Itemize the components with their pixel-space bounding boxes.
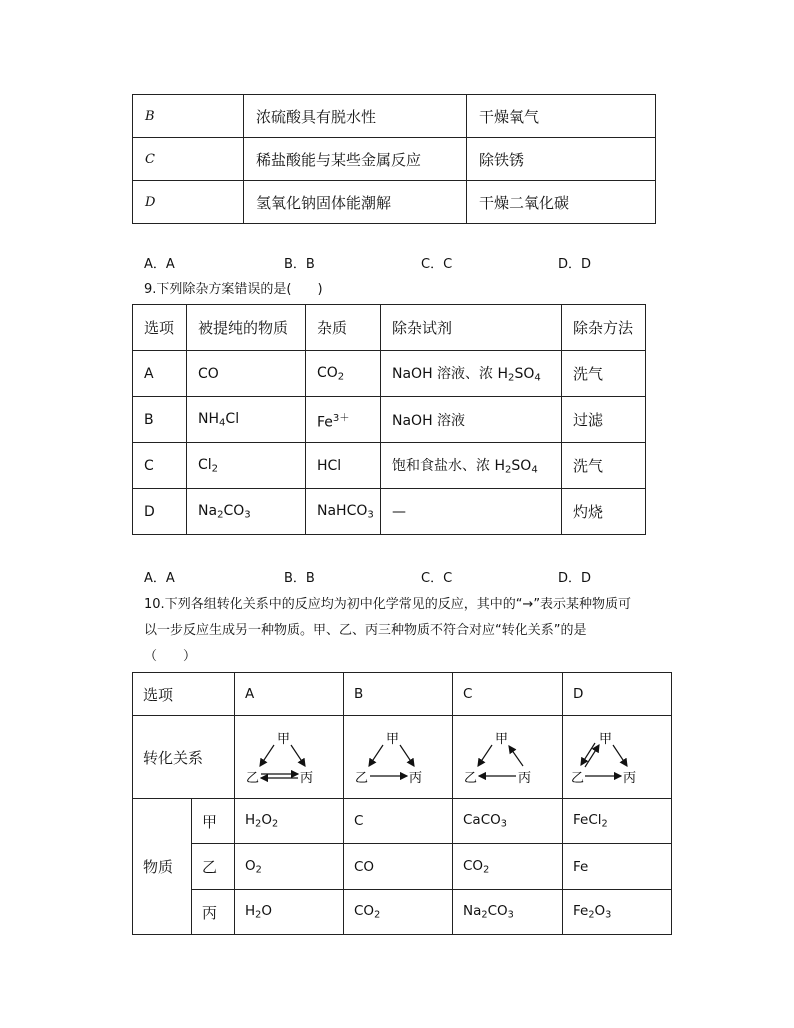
- header-cell: D: [563, 673, 672, 716]
- table-row: [133, 351, 646, 397]
- node-yi: 乙: [355, 771, 369, 786]
- method-cell: 过滤: [562, 397, 646, 443]
- node-jia: 甲: [599, 732, 613, 747]
- question-text: 下列除杂方案错误的是( ): [156, 282, 323, 297]
- arrow-bing-jia: [509, 746, 523, 766]
- cell-b-yi: CO: [344, 844, 453, 890]
- reagent-cell: NaOH 溶液: [381, 397, 562, 443]
- row-label: C: [133, 138, 244, 181]
- option-cell: C: [133, 443, 187, 489]
- property-cell: 浓硫酸具有脱水性: [244, 95, 467, 138]
- impurity-cell: HCl: [306, 443, 381, 489]
- option-d[interactable]: D．D: [558, 571, 592, 586]
- header-cell: 除杂试剂: [381, 305, 562, 351]
- header-cell: 选项: [133, 305, 187, 351]
- relation-diagram-d: [563, 716, 672, 799]
- use-cell: 干燥二氧化碳: [467, 181, 656, 224]
- row-label-yi: 乙: [192, 844, 235, 890]
- option-d[interactable]: D．D: [558, 257, 592, 272]
- row-label-bing: 丙: [192, 890, 235, 935]
- option-cell: B: [133, 397, 187, 443]
- arrow-jia-yi: [478, 745, 492, 766]
- node-jia: 甲: [495, 732, 509, 747]
- table-row: [133, 890, 672, 935]
- impurity-cell: NaHCO$_3$: [306, 489, 381, 535]
- relation-diagram-a: [235, 716, 344, 799]
- node-yi: 乙: [464, 771, 478, 786]
- answer-options: [144, 567, 664, 585]
- table-header-row: [133, 305, 646, 351]
- cell-a-bing: $H_2O$: [235, 890, 344, 935]
- header-cell: 除杂方法: [562, 305, 646, 351]
- substance-cell: $Na_2CO_3$: [187, 489, 306, 535]
- cell-b-jia: C: [344, 799, 453, 844]
- row-label: B: [133, 95, 244, 138]
- impurity-cell: $Fe^{3+}$: [306, 397, 381, 443]
- node-jia: 甲: [386, 732, 400, 747]
- arrow-jia-bing: [613, 745, 627, 766]
- relation-row: [133, 716, 672, 799]
- option-c[interactable]: C．C: [421, 571, 453, 586]
- table-row: [133, 844, 672, 890]
- cell-c-bing: $Na_2CO_3$: [453, 890, 563, 935]
- purification-table: [132, 304, 646, 535]
- node-bing: 丙: [518, 771, 532, 786]
- option-b[interactable]: B．B: [284, 257, 315, 272]
- header-cell: B: [344, 673, 453, 716]
- method-cell: 洗气: [562, 351, 646, 397]
- property-cell: 稀盐酸能与某些金属反应: [244, 138, 467, 181]
- cell-d-jia: FeCl$_2$: [563, 799, 672, 844]
- relation-diagram-b: [344, 716, 453, 799]
- method-cell: 灼烧: [562, 489, 646, 535]
- use-cell: 除铁锈: [467, 138, 656, 181]
- table-row: [133, 443, 646, 489]
- method-cell: 洗气: [562, 443, 646, 489]
- question-line: 10.下列各组转化关系中的反应均为初中化学常见的反应，其中的“→”表示某种物质可: [144, 597, 632, 612]
- node-yi: 乙: [571, 771, 585, 786]
- impurity-cell: $CO_2$: [306, 351, 381, 397]
- node-jia: 甲: [277, 732, 291, 747]
- option-cell: D: [133, 489, 187, 535]
- cell-c-jia: CaCO$_3$: [453, 799, 563, 844]
- reagent-cell: 饱和食盐水、浓 $H_2SO_4$: [381, 443, 562, 489]
- properties-table: [132, 94, 656, 224]
- option-a[interactable]: A．A: [144, 571, 175, 586]
- option-a[interactable]: A．A: [144, 257, 175, 272]
- header-cell: 选项: [133, 673, 235, 716]
- table-row: [133, 397, 646, 443]
- substance-cell: $Cl_2$: [187, 443, 306, 489]
- question-line: （ ）: [144, 649, 197, 664]
- table-row: [133, 95, 656, 138]
- option-cell: A: [133, 351, 187, 397]
- node-bing: 丙: [300, 771, 314, 786]
- question-number: 10.: [144, 597, 165, 612]
- node-bing: 丙: [623, 771, 637, 786]
- option-b[interactable]: B．B: [284, 571, 315, 586]
- header-cell: 被提纯的物质: [187, 305, 306, 351]
- relation-label: 转化关系: [133, 716, 235, 799]
- substance-cell: CO: [187, 351, 306, 397]
- reagent-cell: —: [381, 489, 562, 535]
- table-row: [133, 138, 656, 181]
- arrow-jia-yi: [369, 745, 383, 766]
- arrow-jia-yi: [260, 745, 274, 766]
- relation-diagram-c: [453, 716, 563, 799]
- property-cell: 氢氧化钠固体能潮解: [244, 181, 467, 224]
- question-10-stem: [144, 592, 664, 670]
- node-bing: 丙: [409, 771, 423, 786]
- node-yi: 乙: [246, 771, 260, 786]
- cell-a-jia: $H_2O_2$: [235, 799, 344, 844]
- table-row: [133, 181, 656, 224]
- use-cell: 干燥氧气: [467, 95, 656, 138]
- answer-options: [144, 253, 664, 271]
- cell-b-bing: $CO_2$: [344, 890, 453, 935]
- option-c[interactable]: C．C: [421, 257, 453, 272]
- arrow-jia-bing: [400, 745, 414, 766]
- header-cell: A: [235, 673, 344, 716]
- cell-d-yi: Fe: [563, 844, 672, 890]
- cell-a-yi: $O_2$: [235, 844, 344, 890]
- question-9-stem: [144, 277, 323, 303]
- table-row: [133, 799, 672, 844]
- header-cell: C: [453, 673, 563, 716]
- row-label-jia: 甲: [192, 799, 235, 844]
- cell-d-bing: $Fe_2O_3$: [563, 890, 672, 935]
- question-number: 9.: [144, 282, 157, 297]
- arrow-jia-bing: [291, 745, 305, 766]
- reagent-cell: NaOH 溶液、浓 $H_2SO_4$: [381, 351, 562, 397]
- question-line: 以一步反应生成另一种物质。甲、乙、丙三种物质不符合对应“转化关系”的是: [144, 623, 587, 638]
- header-cell: 杂质: [306, 305, 381, 351]
- table-header-row: [133, 673, 672, 716]
- substance-label: 物质: [133, 799, 192, 935]
- row-label: D: [133, 181, 244, 224]
- table-row: [133, 489, 646, 535]
- cell-c-yi: $CO_2$: [453, 844, 563, 890]
- substance-cell: $NH_4Cl$: [187, 397, 306, 443]
- conversion-table: [132, 672, 672, 935]
